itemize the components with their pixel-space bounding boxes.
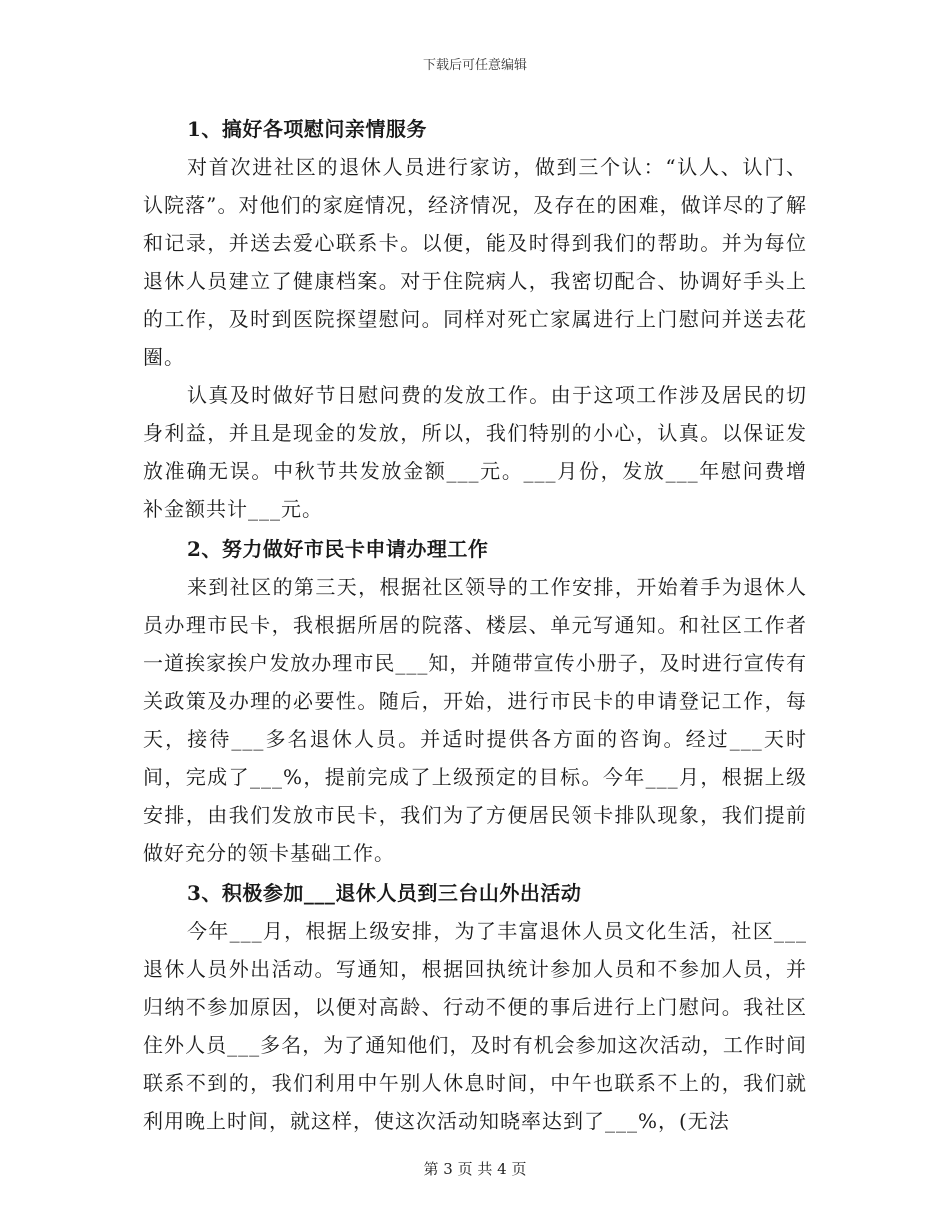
paragraph-3-1: 今年___月，根据上级安排，为了丰富退休人员文化生活，社区___退休人员外出活动。写通知，根据回执统计参加人员和不参加人员，并归纳不参加原因，以便对高龄、行动不便的事后进行上门慰问。我社区住外人员___多名，为了通知他们，及时有机会参加这次活动，工作时间联系不到的，我们利用中午别人休息时间，中午也联系不上的，我们就利用晚上时间，就这样，使这次活动知晓率达到了___%，(无法 xyxy=(143,919,807,1133)
paragraph-2-1: 来到社区的第三天，根据社区领导的工作安排，开始着手为退休人员办理市民卡，我根据所居的院落、楼层、单元写通知。和社区工作者一道挨家挨户发放办理市民___知，并随带宣传小册子，及时进行宣传有关政策及办理的必要性。随后，开始，进行市民卡的申请登记工作，每天，接待___多名退休人员。并适时提供各方面的咨询。经过___天时间，完成了___%，提前完成了上级预定的目标。今年___月，根据上级安排，由我们发放市民卡，我们为了方便居民领卡排队现象，我们提前做好充分的领卡基础工作。 xyxy=(143,575,807,865)
document-body xyxy=(143,110,807,1140)
page-number-footer: 第 3 页 共 4 页 xyxy=(423,1160,527,1178)
section-heading-1: 1、搞好各项慰问亲情服务 xyxy=(187,117,427,141)
paragraph-1-1: 对首次进社区的退休人员进行家访，做到三个认：“认人、认门、认院落”。对他们的家庭情况，经济情况，及存在的困难，做详尽的了解和记录，并送去爱心联系卡。以便，能及时得到我们的帮助。并为每位退休人员建立了健康档案。对于住院病人，我密切配合、协调好手头上的工作，及时到医院探望慰问。同样对死亡家属进行上门慰问并送去花圈。 xyxy=(143,155,807,369)
section-heading-3: 3、积极参加___退休人员到三台山外出活动 xyxy=(187,881,582,905)
section-heading-2: 2、努力做好市民卡申请办理工作 xyxy=(187,537,489,561)
page-header-note: 下载后可任意编辑 xyxy=(422,58,527,73)
paragraph-1-2: 认真及时做好节日慰问费的发放工作。由于这项工作涉及居民的切身利益，并且是现金的发放，所以，我们特别的小心，认真。以保证发放准确无误。中秋节共发放金额___元。___月份，发放___年慰问费增补金额共计___元。 xyxy=(143,383,807,521)
